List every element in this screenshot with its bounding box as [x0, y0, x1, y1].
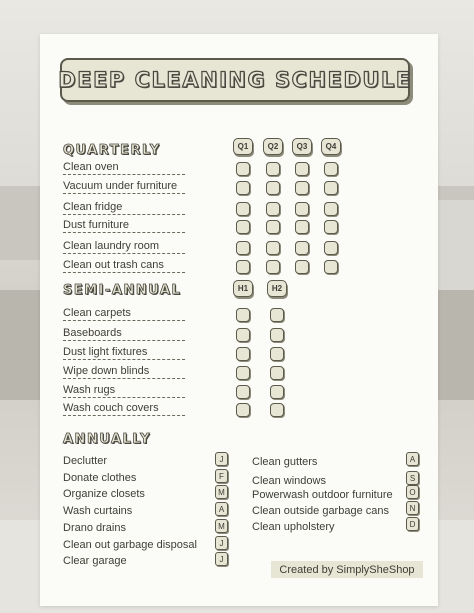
- quarterly-heading: QUARTERLY: [63, 143, 161, 158]
- quarterly-checkbox-q1[interactable]: [236, 220, 250, 234]
- quarterly-checkbox-q4[interactable]: [324, 162, 338, 176]
- quarterly-checkbox-q1[interactable]: [236, 241, 250, 255]
- semi-annual-checkbox-h2[interactable]: [270, 308, 284, 322]
- col-q1: Q1: [233, 138, 253, 155]
- quarterly-checkbox-q4[interactable]: [324, 241, 338, 255]
- annual-task: Drano drains: [63, 522, 126, 534]
- semi-annual-checkbox-h2[interactable]: [270, 366, 284, 380]
- quarterly-task: Clean fridge: [63, 200, 185, 215]
- annual-month-box[interactable]: A: [406, 452, 419, 466]
- quarterly-checkbox-q2[interactable]: [266, 162, 280, 176]
- annual-month-box[interactable]: J: [215, 452, 228, 466]
- semi-annual-checkbox-h1[interactable]: [236, 328, 250, 342]
- semi-annual-checkbox-h1[interactable]: [236, 347, 250, 361]
- semi-annual-heading: SEMI-ANNUAL: [63, 283, 182, 298]
- annual-task: Clean outside garbage cans: [252, 505, 389, 517]
- quarterly-checkbox-q1[interactable]: [236, 162, 250, 176]
- semi-annual-task: Dust light fixtures: [63, 345, 185, 360]
- quarterly-checkbox-q2[interactable]: [266, 202, 280, 216]
- annual-task: Organize closets: [63, 488, 145, 500]
- annual-month-box[interactable]: S: [406, 471, 419, 485]
- quarterly-checkbox-q4[interactable]: [324, 181, 338, 195]
- annual-month-box[interactable]: M: [215, 485, 228, 499]
- quarterly-checkbox-q1[interactable]: [236, 260, 250, 274]
- quarterly-checkbox-q3[interactable]: [295, 202, 309, 216]
- semi-annual-task: Clean carpets: [63, 306, 185, 321]
- semi-annual-checkbox-h2[interactable]: [270, 403, 284, 417]
- annual-month-box[interactable]: A: [215, 502, 228, 516]
- col-h1: H1: [233, 280, 253, 297]
- annually-heading: ANNUALLY: [63, 432, 151, 447]
- semi-annual-checkbox-h2[interactable]: [270, 385, 284, 399]
- annual-task: Clean windows: [252, 475, 326, 487]
- quarterly-task: Clean out trash cans: [63, 258, 185, 273]
- annual-task: Donate clothes: [63, 472, 137, 484]
- semi-annual-task: Wash couch covers: [63, 401, 185, 416]
- quarterly-checkbox-q2[interactable]: [266, 241, 280, 255]
- col-q2: Q2: [263, 138, 283, 155]
- col-q4: Q4: [321, 138, 341, 155]
- quarterly-checkbox-q4[interactable]: [324, 202, 338, 216]
- semi-annual-checkbox-h1[interactable]: [236, 308, 250, 322]
- quarterly-checkbox-q4[interactable]: [324, 260, 338, 274]
- annual-month-box[interactable]: J: [215, 552, 228, 566]
- semi-annual-checkbox-h1[interactable]: [236, 385, 250, 399]
- annual-month-box[interactable]: N: [406, 501, 419, 515]
- annual-task: Wash curtains: [63, 505, 133, 517]
- annual-task: Clean gutters: [252, 456, 318, 468]
- semi-annual-task: Baseboards: [63, 326, 185, 341]
- quarterly-checkbox-q2[interactable]: [266, 181, 280, 195]
- col-q3: Q3: [292, 138, 312, 155]
- quarterly-checkbox-q1[interactable]: [236, 202, 250, 216]
- title-banner: [60, 58, 410, 102]
- annual-task: Powerwash outdoor furniture: [252, 489, 393, 501]
- annual-month-box[interactable]: J: [215, 536, 228, 550]
- quarterly-checkbox-q1[interactable]: [236, 181, 250, 195]
- quarterly-checkbox-q2[interactable]: [266, 220, 280, 234]
- quarterly-checkbox-q3[interactable]: [295, 241, 309, 255]
- annual-month-box[interactable]: D: [406, 517, 419, 531]
- quarterly-checkbox-q3[interactable]: [295, 181, 309, 195]
- col-h2: H2: [267, 280, 287, 297]
- annual-month-box[interactable]: O: [406, 485, 419, 499]
- quarterly-checkbox-q3[interactable]: [295, 260, 309, 274]
- semi-annual-task: Wash rugs: [63, 383, 185, 398]
- annual-task: Clean upholstery: [252, 521, 335, 533]
- quarterly-task: Clean oven: [63, 160, 185, 175]
- quarterly-task: Vacuum under furniture: [63, 179, 185, 194]
- semi-annual-task: Wipe down blinds: [63, 364, 185, 379]
- quarterly-task: Clean laundry room: [63, 239, 185, 254]
- annual-month-box[interactable]: M: [215, 519, 228, 533]
- annual-task: Clean out garbage disposal: [63, 539, 197, 551]
- semi-annual-checkbox-h1[interactable]: [236, 403, 250, 417]
- quarterly-task: Dust furniture: [63, 218, 185, 233]
- quarterly-checkbox-q3[interactable]: [295, 162, 309, 176]
- semi-annual-checkbox-h1[interactable]: [236, 366, 250, 380]
- annual-task: Clear garage: [63, 555, 127, 567]
- quarterly-checkbox-q2[interactable]: [266, 260, 280, 274]
- credit-label: Created by SimplySheShop: [271, 561, 423, 578]
- schedule-sheet: [40, 34, 438, 606]
- quarterly-checkbox-q4[interactable]: [324, 220, 338, 234]
- quarterly-checkbox-q3[interactable]: [295, 220, 309, 234]
- page-title: DEEP CLEANING SCHEDULE: [58, 68, 412, 92]
- annual-month-box[interactable]: F: [215, 469, 228, 483]
- semi-annual-checkbox-h2[interactable]: [270, 347, 284, 361]
- annual-task: Declutter: [63, 455, 108, 467]
- semi-annual-checkbox-h2[interactable]: [270, 328, 284, 342]
